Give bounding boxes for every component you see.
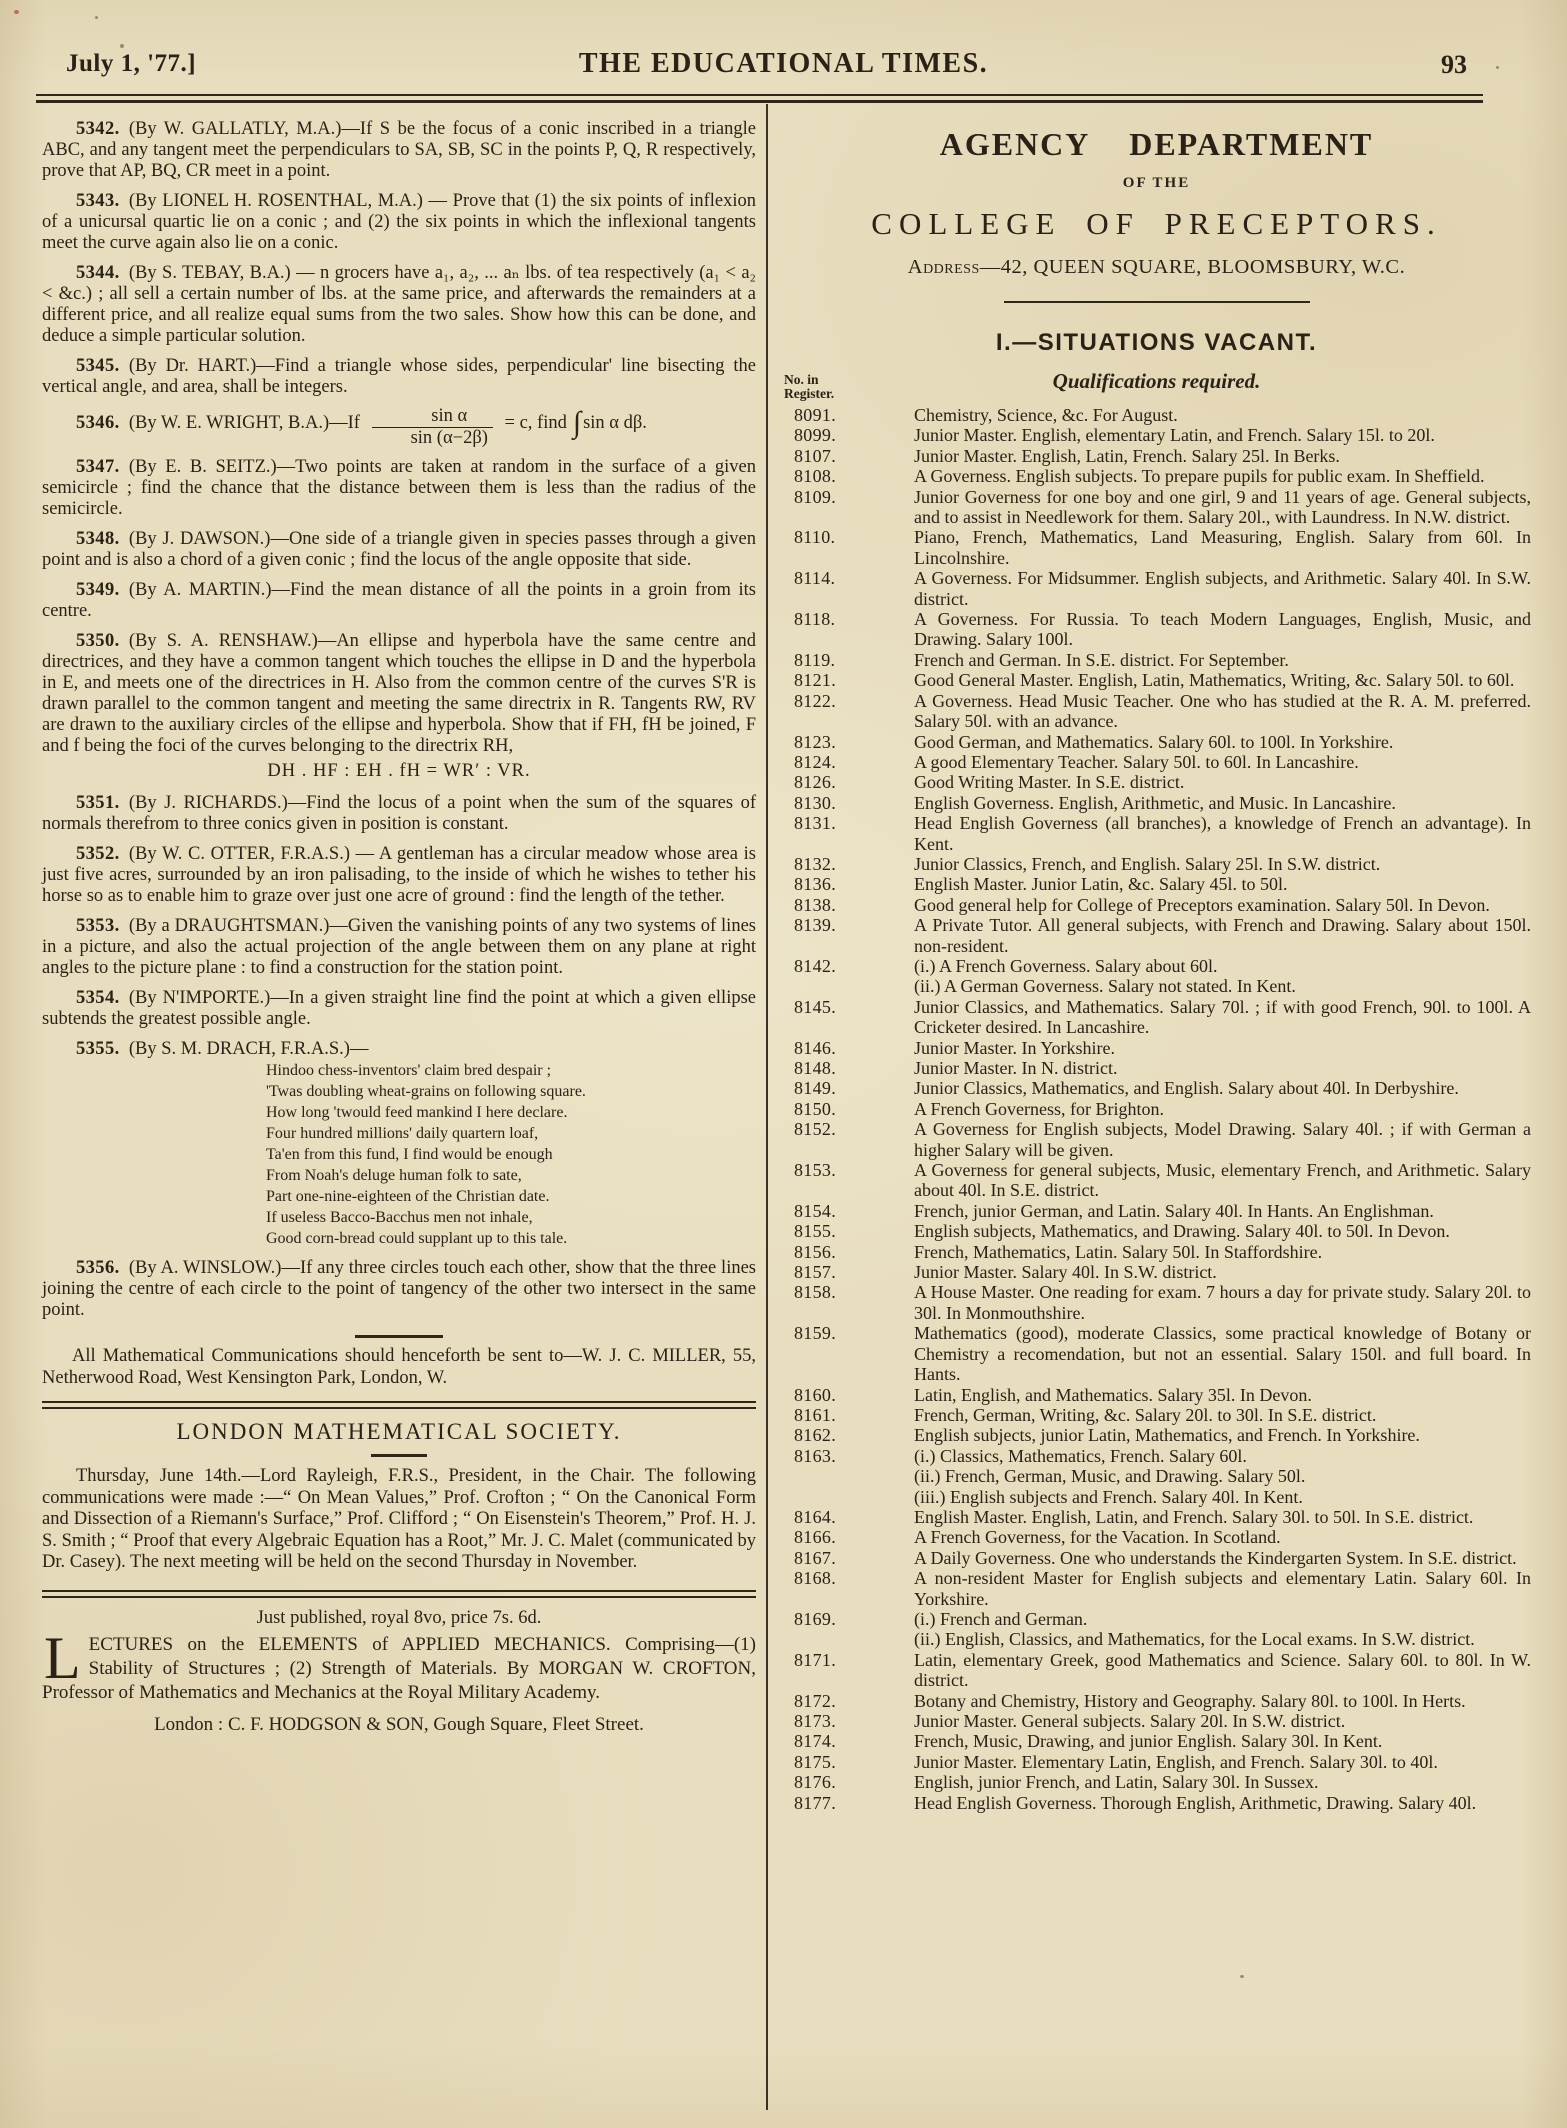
vacancy-register-number: 8160. bbox=[794, 1384, 836, 1405]
vacancy-row: 8152. A Governess for English subjects, Model Drawing. Salary 40l. ; if with German a higher Salary will be given. bbox=[782, 1119, 1531, 1160]
vacancy-row: 8099. Junior Master. English, elementary Latin, and French. Salary 15l. to 20l. bbox=[782, 425, 1531, 445]
vacancy-row: 8132. Junior Classics, French, and English. Salary 25l. In S.W. district. bbox=[782, 854, 1531, 874]
vacancy-register-number: 8175. bbox=[794, 1751, 836, 1772]
vacancy-row: 8164. English Master. English, Latin, and French. Salary 30l. to 50l. In S.E. district. bbox=[782, 1507, 1531, 1527]
vacancy-row: 8107. Junior Master. English, Latin, French. Salary 25l. In Berks. bbox=[782, 446, 1531, 466]
right-column bbox=[768, 104, 1537, 2110]
vacancy-register-number: 8122. bbox=[794, 690, 836, 711]
problem-item: 5344. (By S. TEBAY, B.A.) — n grocers have a₁, a₂, ... aₙ lbs. of tea respectively (a₁ < a₂ < &c.) ; all sell a certain number of lbs. at the same price, and afterwards the remainders at a different price, and all realize equal sums from the two sales. Show how this can be done, and deduce a simple particular solution. bbox=[42, 263, 756, 346]
vacancy-register-number: 8145. bbox=[794, 996, 836, 1017]
vacancy-row: 8150. A French Governess, for Brighton. bbox=[782, 1099, 1531, 1119]
register-label-line2: Register. bbox=[784, 386, 835, 401]
vacancy-register-number: 8131. bbox=[794, 813, 836, 834]
columns bbox=[36, 104, 1537, 2110]
masthead bbox=[0, 0, 1567, 96]
vacancy-register-number: 8123. bbox=[794, 731, 836, 752]
vacancy-register-number: 8108. bbox=[794, 466, 836, 487]
vacancy-register-number: 8164. bbox=[794, 1506, 836, 1527]
verse-line: Ta'en from this fund, I find would be enough bbox=[266, 1146, 553, 1163]
verse-line: From Noah's deluge human folk to sate, bbox=[266, 1167, 522, 1184]
vacancy-register-number: 8155. bbox=[794, 1221, 836, 1242]
vacancies-list bbox=[782, 405, 1531, 1813]
vacancy-register-number: 8148. bbox=[794, 1058, 836, 1078]
vacancy-register-number: 8158. bbox=[794, 1282, 836, 1303]
problem-number: 5343. bbox=[76, 191, 120, 211]
journal-title: THE EDUCATIONAL TIMES. bbox=[578, 48, 989, 79]
problem-number: 5351. bbox=[76, 793, 120, 813]
problem-item: 5353. (By a DRAUGHTSMAN.)—Given the vanishing points of any two systems of lines in a picture, and also the actual projection of the angle between them on any plane at right angles to the picture plane : to find a construction for the station point. bbox=[42, 916, 756, 978]
vacancy-row: 8126. Good Writing Master. In S.E. district. bbox=[782, 772, 1531, 792]
vacancy-row: 8177. Head English Governess. Thorough English, Arithmetic, Drawing. Salary 40l. bbox=[782, 1793, 1531, 1813]
vacancy-row: 8118. A Governess. For Russia. To teach Modern Languages, English, Music, and Drawing. Salary 100l. bbox=[782, 609, 1531, 650]
vacancy-row: 8124. A good Elementary Teacher. Salary 50l. to 60l. In Lancashire. bbox=[782, 752, 1531, 772]
problem-item: 5351. (By J. RICHARDS.)—Find the locus of a point when the sum of the squares of normals therefrom to three conics given in position is constant. bbox=[42, 793, 756, 834]
problem-number: 5354. bbox=[76, 988, 120, 1008]
vacancy-register-number: 8114. bbox=[794, 568, 836, 589]
verse-line: Hindoo chess-inventors' claim bred despair ; bbox=[266, 1062, 552, 1079]
masthead-rule bbox=[36, 94, 1483, 103]
problem-item: 5345. (By Dr. HART.)—Find a triangle whose sides, perpendicular' line bisecting the vertical angle, and area, shall be integers. bbox=[42, 356, 756, 397]
problem-display-formula: DH . HF : EH . fH = WR′ : VR. bbox=[267, 761, 531, 781]
vacancy-row: 8131. Head English Governess (all branches), a knowledge of French an advantage). In Kent. bbox=[782, 813, 1531, 854]
vacancy-row: 8155. English subjects, Mathematics, and Drawing. Salary 40l. to 50l. In Devon. bbox=[782, 1221, 1531, 1241]
vacancy-register-number: 8154. bbox=[794, 1200, 836, 1221]
advert-publisher: London : C. F. HODGSON & SON, Gough Square, Fleet Street. bbox=[154, 1713, 644, 1735]
vacancy-row: 8119. French and German. In S.E. district. For September. bbox=[782, 650, 1531, 670]
vacancy-row: 8176. English, junior French, and Latin, Salary 30l. In Sussex. bbox=[782, 1772, 1531, 1792]
problem-number: 5346. bbox=[76, 413, 120, 433]
problem-number: 5344. bbox=[76, 263, 120, 283]
vacancy-register-number: 8168. bbox=[794, 1568, 836, 1589]
list-header bbox=[782, 365, 1531, 405]
vacancy-row: 8157. Junior Master. Salary 40l. In S.W. district. bbox=[782, 1262, 1531, 1282]
problem-number: 5345. bbox=[76, 356, 120, 376]
vacancy-register-number: 8172. bbox=[794, 1690, 836, 1711]
advert-published-line: Just published, royal 8vo, price 7s. 6d. bbox=[256, 1607, 542, 1628]
vacancy-register-number: 8173. bbox=[794, 1711, 836, 1731]
vacancy-register-number: 8159. bbox=[794, 1323, 836, 1344]
vacancy-row: 8163. (i.) Classics, Mathematics, French. Salary 60l. (ii.) French, German, Music, and Drawing. Salary 50l. (iii.) English subjects and French. Salary 40l. In Kent. bbox=[782, 1446, 1531, 1507]
integral-sign: ∫ bbox=[572, 406, 582, 439]
vacancy-row: 8122. A Governess. Head Music Teacher. One who has studied at the R. A. M. preferred. Salary 50l. with an advance. bbox=[782, 691, 1531, 732]
problem-number: 5342. bbox=[76, 119, 120, 139]
vacancy-register-number: 8110. bbox=[794, 527, 836, 548]
problem-number: 5355. bbox=[76, 1039, 120, 1059]
advert-text: ECTURES on the ELEMENTS of APPLIED MECHANICS. Comprising—(1) Stability of Structures ; (2) Strength of Materials. By MORGAN W. CROFTON, Professor of Mathematics and Mechanics at the Royal Military Academy. bbox=[42, 1633, 756, 1703]
vacancy-row: 8166. A French Governess, for the Vacation. In Scotland. bbox=[782, 1527, 1531, 1547]
vacancy-register-number: 8156. bbox=[794, 1241, 836, 1262]
problem-item: 5349. (By A. MARTIN.)—Find the mean distance of all the points in a groin from its centre. bbox=[42, 580, 756, 621]
problem-item: 5343. (By LIONEL H. ROSENTHAL, M.A.) — Prove that (1) the six points of inflexion of a unicursal quartic lie on a conic ; and (2) the six points in which the inflexional tangents meet the curve again also lie on a conic. bbox=[42, 191, 756, 253]
vacancy-register-number: 8157. bbox=[794, 1262, 836, 1283]
qualifications-heading: Qualifications required. bbox=[1052, 369, 1261, 393]
society-dash-rule bbox=[371, 1454, 427, 1457]
vacancy-register-number: 8099. bbox=[794, 425, 836, 446]
problem-item: 5350. (By S. A. RENSHAW.)—An ellipse and hyperbola have the same centre and directrices, and they have a common tangent which touches the ellipse in D and the hyperbola in E, and meets one of the directrices in H. Also from the common centre of the curves S'R is drawn parallel to the common tangent and meeting the same directrix in R. Tangents RW, RV are drawn to the auxiliary circles of the ellipse and hyperbola. Show that if FH, fH be joined, F and f being the foci of the curves belonging to the directrix RH, bbox=[42, 631, 756, 756]
vacancy-row: 8153. A Governess for general subjects, Music, elementary French, and Arithmetic. Salary about 40l. In S.E. district. bbox=[782, 1160, 1531, 1201]
situations-vacant-heading: I.—SITUATIONS VACANT. bbox=[995, 329, 1318, 356]
vacancy-register-number: 8149. bbox=[794, 1078, 836, 1099]
society-report: Thursday, June 14th.—Lord Rayleigh, F.R.S., President, in the Chair. The following communications were made :—“ On Mean Values,” Prof. Crofton ; “ On the Canonical Form and Dissection of a Riemann's Surface,” Prof. Clifford ; “ On Eisenstein's Theorem,” Prof. H. J. S. Smith ; “ Proof that every Algebraic Equation has a Root,” Mr. J. C. Malet (communicated by Dr. Casey). The next meeting will be held on the second Thursday in November. bbox=[42, 1466, 756, 1572]
problem-number: 5353. bbox=[76, 916, 120, 936]
vacancy-row: 8123. Good German, and Mathematics. Salary 60l. to 100l. In Yorkshire. bbox=[782, 732, 1531, 752]
vacancy-register-number: 8153. bbox=[794, 1160, 836, 1181]
vacancy-register-number: 8109. bbox=[794, 486, 836, 507]
verse-line: 'Twas doubling wheat-grains on following square. bbox=[266, 1083, 586, 1100]
vacancy-row: 8130. English Governess. English, Arithmetic, and Music. In Lancashire. bbox=[782, 793, 1531, 813]
vacancy-row: 8158. A House Master. One reading for exam. 7 hours a day for private study. Salary 20l. to 30l. In Monmouthshire. bbox=[782, 1282, 1531, 1323]
vacancy-row: 8110. Piano, French, Mathematics, Land Measuring, English. Salary from 60l. In Lincolnshire. bbox=[782, 527, 1531, 568]
problem-item: 5352. (By W. C. OTTER, F.R.A.S.) — A gentleman has a circular meadow whose area is just five acres, surrounded by an iron palisading, to the inside of which he wishes to tether his horse so as to enable him to graze over just one acre of ground : find the length of the tether. bbox=[42, 844, 756, 906]
vacancy-row: 8121. Good General Master. English, Latin, Mathematics, Writing, &c. Salary 50l. to 60l. bbox=[782, 670, 1531, 690]
verse-line: If useless Bacco-Bacchus men not inhale, bbox=[266, 1209, 533, 1226]
vacancy-register-number: 8136. bbox=[794, 874, 836, 895]
vacancy-register-number: 8124. bbox=[794, 751, 836, 772]
vacancy-row: 8149. Junior Classics, Mathematics, and English. Salary about 40l. In Derbyshire. bbox=[782, 1078, 1531, 1098]
vacancy-row: 8174. French, Music, Drawing, and junior English. Salary 30l. In Kent. bbox=[782, 1731, 1531, 1751]
advert-dropcap: L bbox=[44, 1624, 81, 1691]
vacancy-row: 8109. Junior Governess for one boy and one girl, 9 and 11 years of age. General subjects, and to assist in Needlework for them. Salary 20l., with Laundress. In N.W. district. bbox=[782, 487, 1531, 528]
vacancy-register-number: 8161. bbox=[794, 1404, 836, 1425]
vacancy-register-number: 8139. bbox=[794, 915, 836, 936]
vacancy-register-number: 8126. bbox=[794, 772, 836, 793]
agency-of-the: OF THE bbox=[1122, 175, 1191, 191]
problem-item: 5356. (By A. WINSLOW.)—If any three circles touch each other, show that the three lines joining the centre of each circle to the point of tangency of the other two intersect in the same point. bbox=[42, 1258, 756, 1320]
vacancy-register-number: 8174. bbox=[794, 1731, 836, 1752]
problem-number: 5356. bbox=[76, 1258, 120, 1278]
vacancy-row: 8168. A non-resident Master for English subjects and elementary Latin. Salary 60l. In Yorkshire. bbox=[782, 1568, 1531, 1609]
vacancy-register-number: 8169. bbox=[794, 1608, 836, 1629]
vacancy-register-number: 8166. bbox=[794, 1527, 836, 1548]
vacancy-register-number: 8146. bbox=[794, 1037, 836, 1058]
vacancy-row: 8175. Junior Master. Elementary Latin, English, and French. Salary 30l. to 40l. bbox=[782, 1752, 1531, 1772]
vacancy-row: 8108. A Governess. English subjects. To prepare pupils for public exam. In Sheffield. bbox=[782, 466, 1531, 486]
vacancy-row: 8160. Latin, English, and Mathematics. Salary 35l. In Devon. bbox=[782, 1385, 1531, 1405]
vacancy-register-number: 8091. bbox=[794, 405, 836, 425]
problem-item: 5354. (By N'IMPORTE.)—In a given straight line find the point at which a given ellipse subtends the greatest possible angle. bbox=[42, 988, 756, 1029]
vacancy-row: 8171. Latin, elementary Greek, good Mathematics and Science. Salary 60l. to 80l. In W. district. bbox=[782, 1650, 1531, 1691]
double-rule bbox=[42, 1590, 756, 1598]
vacancy-register-number: 8130. bbox=[794, 792, 836, 813]
verse-line: Part one-nine-eighteen of the Christian date. bbox=[266, 1188, 550, 1205]
left-column bbox=[36, 104, 766, 2110]
vacancy-row: 8136. English Master. Junior Latin, &c. Salary 45l. to 50l. bbox=[782, 874, 1531, 894]
vacancy-register-number: 8118. bbox=[794, 609, 836, 630]
fraction: $\frac{\text{sin α}}{\sin (\alpha-2\beta)}$ bbox=[372, 407, 493, 448]
vacancy-row: 8172. Botany and Chemistry, History and Geography. Salary 80l. to 100l. In Herts. bbox=[782, 1691, 1531, 1711]
vacancy-register-number: 8150. bbox=[794, 1098, 836, 1119]
society-title: LONDON MATHEMATICAL SOCIETY. bbox=[176, 1419, 622, 1444]
vacancy-row: 8142. (i.) A French Governess. Salary about 60l. (ii.) A German Governess. Salary not stated. In Kent. bbox=[782, 956, 1531, 997]
problem-verse bbox=[266, 1060, 756, 1249]
vacancy-register-number: 8167. bbox=[794, 1547, 836, 1568]
problem-item: 5347. (By E. B. SEITZ.)—Two points are taken at random in the surface of a given semicircle ; find the chance that the distance between them is less than the radius of the semicircle. bbox=[42, 457, 756, 519]
problem-number: 5348. bbox=[76, 529, 120, 549]
problem-number: 5349. bbox=[76, 580, 120, 600]
agency-address: Address—42, QUEEN SQUARE, BLOOMSBURY, W.C. bbox=[907, 256, 1406, 278]
vacancy-row: 8159. Mathematics (good), moderate Classics, some practical knowledge of Botany or Chemistry a recomendation, but not an essential. Salary 150l. and full board. In Hants. bbox=[782, 1323, 1531, 1384]
verse-line: How long 'twould feed mankind I here declare. bbox=[266, 1104, 568, 1121]
college-of-preceptors-title: COLLEGE OF PRECEPTORS. bbox=[871, 206, 1442, 241]
vacancy-row: 8173. Junior Master. General subjects. Salary 20l. In S.W. district. bbox=[782, 1711, 1531, 1731]
section-rule bbox=[355, 1335, 443, 1338]
page-number: 93 bbox=[1441, 50, 1467, 79]
vacancy-row: 8167. A Daily Governess. One who understands the Kindergarten System. In S.E. district. bbox=[782, 1548, 1531, 1568]
vacancy-row: 8145. Junior Classics, and Mathematics. Salary 70l. ; if with good French, 90l. to 100l. A Cricketer desired. In Lancashire. bbox=[782, 997, 1531, 1038]
vacancy-register-number: 8142. bbox=[794, 955, 836, 976]
vacancy-row: 8162. English subjects, junior Latin, Mathematics, and French. In Yorkshire. bbox=[782, 1425, 1531, 1445]
vacancy-row: 8148. Junior Master. In N. district. bbox=[782, 1058, 1531, 1078]
verse-line: Good corn-bread could supplant up to this tale. bbox=[266, 1230, 568, 1247]
vacancy-register-number: 8119. bbox=[794, 649, 836, 670]
problem-item: 5348. (By J. DAWSON.)—One side of a triangle given in species passes through a given point and is also a chord of a given conic ; find the locus of the angle opposite that side. bbox=[42, 529, 756, 570]
problem-item: 5342. (By W. GALLATLY, M.A.)—If S be the focus of a conic inscribed in a triangle ABC, and any tangent meet the perpendiculars to SA, SB, SC in the points P, Q, R respectively, prove that AP, BQ, CR meet in a point. bbox=[42, 119, 756, 181]
vacancy-register-number: 8176. bbox=[794, 1772, 836, 1793]
double-rule bbox=[42, 1401, 756, 1409]
register-column-label bbox=[784, 373, 834, 401]
vacancy-row: 8169. (i.) French and German. (ii.) English, Classics, and Mathematics, for the Local exams. In S.W. district. bbox=[782, 1609, 1531, 1650]
vacancy-row: 8114. A Governess. For Midsummer. English subjects, and Arithmetic. Salary 40l. In S.W. district. bbox=[782, 568, 1531, 609]
verse-line: Four hundred millions' daily quartern loaf, bbox=[266, 1125, 539, 1142]
issue-date: July 1, '77.] bbox=[66, 50, 197, 77]
vacancy-register-number: 8121. bbox=[794, 670, 836, 691]
vacancy-register-number: 8171. bbox=[794, 1649, 836, 1670]
vacancy-register-number: 8152. bbox=[794, 1119, 836, 1140]
advert-body bbox=[42, 1624, 756, 1705]
vacancy-register-number: 8177. bbox=[794, 1792, 836, 1813]
vacancy-row: 8091. Chemistry, Science, &c. For August. bbox=[782, 405, 1531, 425]
vacancy-register-number: 8107. bbox=[794, 445, 836, 466]
problem-number: 5352. bbox=[76, 844, 120, 864]
vacancy-register-number: 8132. bbox=[794, 853, 836, 874]
agency-rule bbox=[1004, 301, 1310, 303]
vacancy-row: 8138. Good general help for College of Preceptors examination. Salary 50l. In Devon. bbox=[782, 895, 1531, 915]
vacancy-row: 8154. French, junior German, and Latin. Salary 40l. In Hants. An Englishman. bbox=[782, 1201, 1531, 1221]
agency-department-title: AGENCY DEPARTMENT bbox=[939, 126, 1374, 162]
problems-list bbox=[42, 119, 756, 1321]
register-label-line1: No. in bbox=[784, 372, 819, 387]
vacancy-row: 8156. French, Mathematics, Latin. Salary 50l. In Staffordshire. bbox=[782, 1242, 1531, 1262]
vacancy-register-number: 8163. bbox=[794, 1445, 836, 1466]
vacancy-row: 8161. French, German, Writing, &c. Salary 20l. to 30l. In S.E. district. bbox=[782, 1405, 1531, 1425]
communications-note: All Mathematical Communications should henceforth be sent to—W. J. C. MILLER, 55, Netherwood Road, West Kensington Park, London, W. bbox=[42, 1346, 756, 1388]
problem-item: 5355. (By S. M. DRACH, F.R.A.S.)— bbox=[76, 1039, 369, 1059]
vacancy-register-number: 8162. bbox=[794, 1425, 836, 1446]
problem-number: 5350. bbox=[76, 631, 120, 651]
problem-number: 5347. bbox=[76, 457, 120, 477]
problem-item: 5346. (By W. E. WRIGHT, B.A.)—If $\frac{\text{sin α}}{\sin (\alpha-2\beta)}$ = c, find ∫ sin α dβ. bbox=[76, 406, 647, 448]
vacancy-row: 8139. A Private Tutor. All general subjects, with French and Drawing. Salary about 150l. non-resident. bbox=[782, 915, 1531, 956]
vacancy-register-number: 8138. bbox=[794, 894, 836, 915]
vacancy-row: 8146. Junior Master. In Yorkshire. bbox=[782, 1038, 1531, 1058]
